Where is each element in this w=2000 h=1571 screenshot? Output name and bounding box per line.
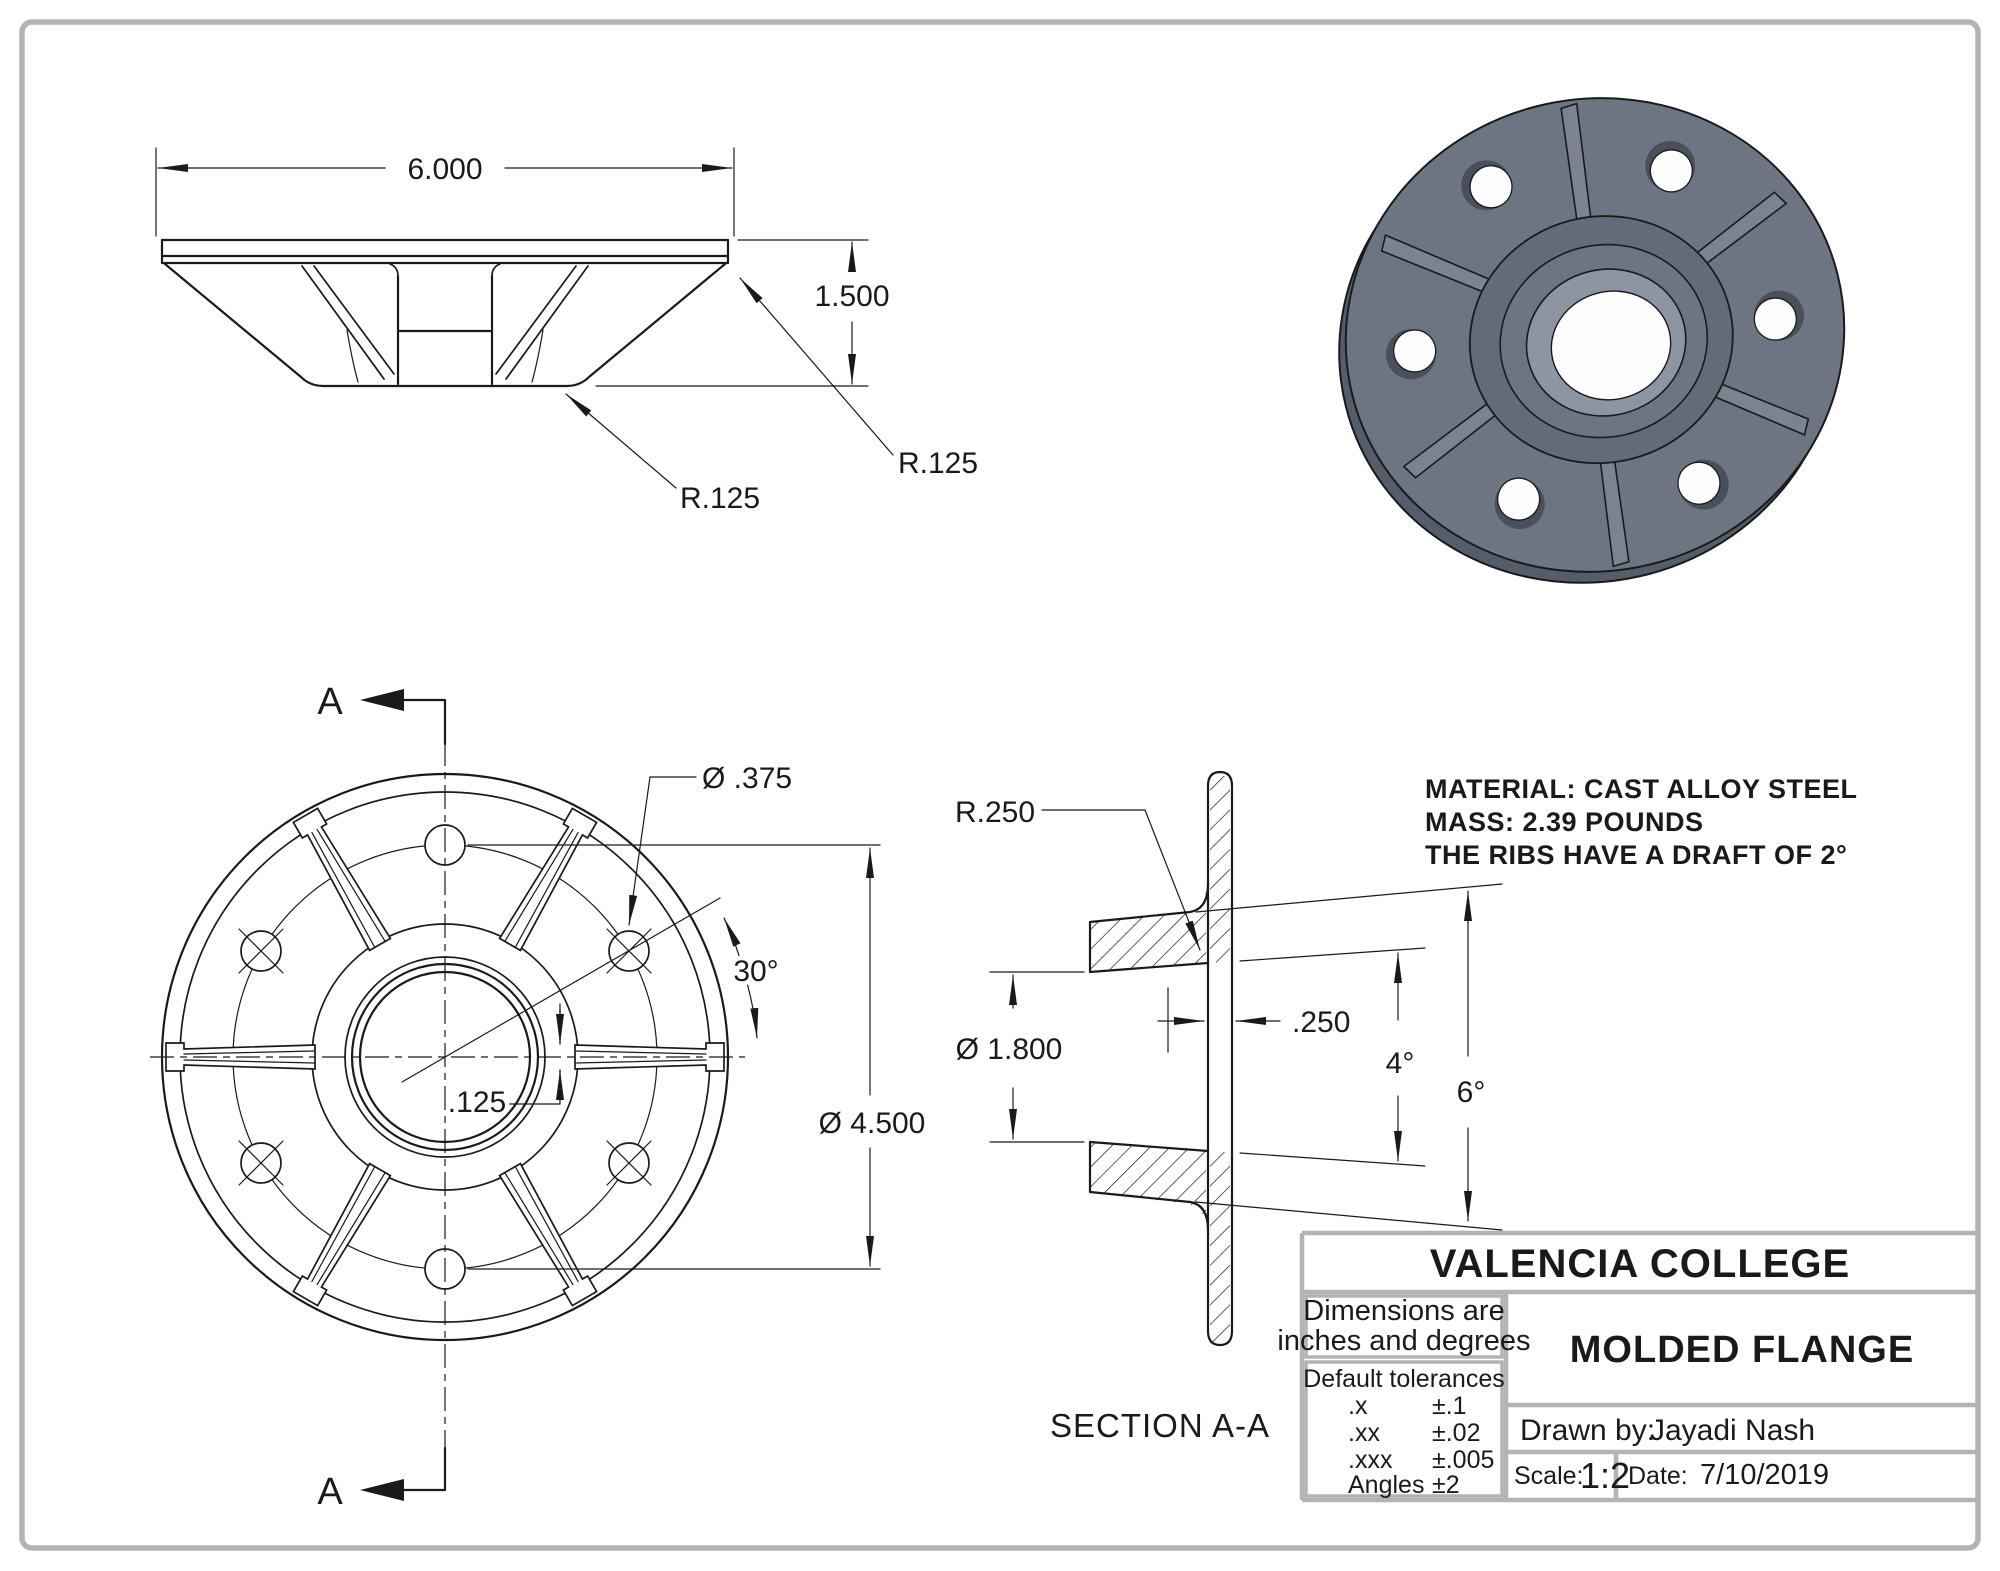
dim-bolt-circle-text: Ø 4.500 <box>818 1107 926 1140</box>
tolerance-value-1: ±.02 <box>1432 1419 1481 1447</box>
units-note-line2: inches and degrees <box>1277 1325 1531 1357</box>
dim-hole-dia <box>629 762 792 925</box>
scale-label: Scale: <box>1514 1462 1584 1490</box>
dim-plate-thickness-text: .250 <box>1292 1006 1351 1039</box>
front-view <box>150 681 925 1513</box>
note-ribs: THE RIBS HAVE A DRAFT OF 2° <box>1425 840 1848 870</box>
note-mass: MASS: 2.39 POUNDS <box>1425 807 1704 837</box>
dim-plate-thickness <box>1158 988 1350 1052</box>
dim-fillet-bottom-text: R.125 <box>680 482 761 515</box>
tolerance-precision-0: .x <box>1348 1392 1368 1420</box>
dim-hole-angle-text: 30° <box>733 955 779 988</box>
section-line <box>317 681 445 1513</box>
dim-fillet-bottom <box>566 394 760 515</box>
dim-fillet-right-text: R.125 <box>898 447 979 480</box>
tolerance-value-3: ±2 <box>1432 1471 1460 1499</box>
tolerance-precision-1: .xx <box>1348 1419 1380 1447</box>
notes <box>1425 774 1858 870</box>
dim-bore-dia <box>956 972 1084 1142</box>
dim-bore-draft <box>1240 948 1425 1166</box>
drawn-by-value: Jayadi Nash <box>1650 1414 1816 1447</box>
tolerance-value-2: ±.005 <box>1432 1446 1495 1474</box>
dim-rib-thickness-text: .125 <box>447 1086 507 1119</box>
section-arrow-top-label: A <box>317 681 343 723</box>
dim-bore-draft-text: 4° <box>1385 1047 1415 1080</box>
dim-outer-draft-text: 6° <box>1456 1076 1486 1109</box>
institution-name: VALENCIA COLLEGE <box>1429 1242 1851 1286</box>
scale-value: 1:2 <box>1580 1455 1631 1496</box>
dim-width <box>156 148 734 236</box>
side-view <box>156 148 978 515</box>
section-arrow-bottom-label: A <box>317 1471 343 1513</box>
isometric-view <box>1287 46 1897 636</box>
tolerance-precision-3: Angles <box>1348 1471 1425 1499</box>
dim-width-text: 6.000 <box>407 153 483 186</box>
dim-bore-dia-text: Ø 1.800 <box>955 1033 1063 1066</box>
tolerance-precision-2: .xxx <box>1348 1446 1393 1474</box>
tolerance-value-0: ±.1 <box>1432 1392 1467 1420</box>
dim-rib-thickness <box>448 1004 560 1119</box>
section-view-title: SECTION A-A <box>1049 1407 1271 1444</box>
dim-hole-dia-text: Ø .375 <box>702 762 793 795</box>
dim-outer-draft <box>1196 884 1502 1230</box>
dim-height-text: 1.500 <box>814 280 890 313</box>
units-note-line1: Dimensions are <box>1303 1295 1505 1327</box>
date-value: 7/10/2019 <box>1700 1459 1830 1491</box>
part-title: MOLDED FLANGE <box>1569 1329 1915 1371</box>
tolerances-title: Default tolerances <box>1303 1365 1505 1393</box>
date-label: Date: <box>1628 1462 1688 1490</box>
drawn-by-label: Drawn by: <box>1520 1414 1656 1447</box>
dim-fillet-text: R.250 <box>954 796 1036 829</box>
title-block <box>1277 1233 1978 1500</box>
note-material: MATERIAL: CAST ALLOY STEEL <box>1425 774 1858 804</box>
